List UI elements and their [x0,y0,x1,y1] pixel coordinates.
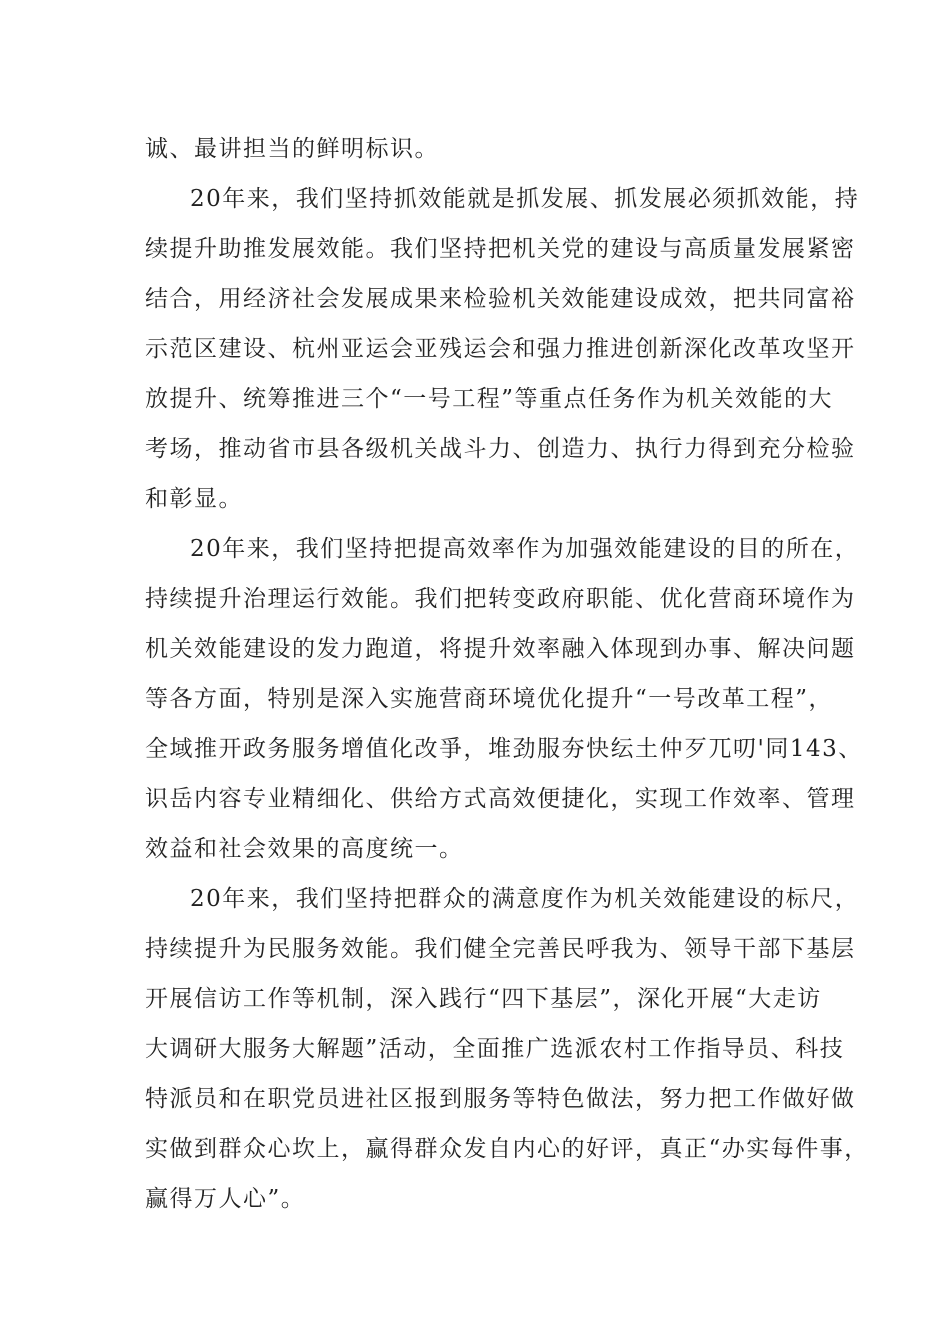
text-line: 持续提升为民服务效能。我们健全完善民呼我为、领导干部下基层 [145,936,856,962]
text-line: 结合，用经济社会发展成果来检验机关效能建设成效，把共同富裕 [145,286,856,312]
text-line: 考场，推动省市县各级机关战斗力、创造力、执行力得到充分检验 [145,436,856,462]
text-line: 放提升、统筹推进三个“一号工程”等重点任务作为机关效能的大 [145,386,834,412]
paragraph-first-line: 20年来，我们坚持抓效能就是抓发展、抓发展必须抓效能，持 [190,186,860,212]
text-line: 实做到群众心坎上，赢得群众发自内心的好评，真正“办实每件事， [145,1136,869,1162]
text-line: 开展信访工作等机制，深入践行“四下基层”，深化开展“大走访 [145,986,822,1012]
text-line: 特派员和在职党员进社区报到服务等特色做法，努力把工作做好做 [145,1086,856,1112]
paragraph-first-line: 20年来，我们坚持把提高效率作为加强效能建设的目的所在， [190,536,860,562]
text-line: 赢得万人心”。 [145,1186,306,1212]
text-line: 续提升助推发展效能。我们坚持把机关党的建设与高质量发展紧密 [145,236,856,262]
text-line: 全域推开政务服务增值化改爭，堆劲服夯快纭土仲歹兀叨'同143、 [145,736,863,762]
text-line: 大调研大服务大解题”活动，全面推广选派农村工作指导员、科技 [145,1036,845,1062]
paragraph-first-line: 20年来，我们坚持把群众的满意度作为机关效能建设的标尺， [190,886,860,912]
text-line: 等各方面，特别是深入实施营商环境优化提升“一号改革工程”， [145,686,834,712]
text-line: 识岳内容专业精细化、供给方式高效便捷化，实现工作效率、管理 [145,786,856,812]
text-line: 示范区建设、杭州亚运会亚残运会和强力推进创新深化改革攻坚开 [145,336,856,362]
text-line: 效益和社会效果的高度统一。 [145,836,464,862]
text-line: 持续提升治理运行效能。我们把转变政府职能、优化营商环境作为 [145,586,856,612]
text-line: 和彰显。 [145,486,243,512]
text-line: 诚、最讲担当的鲜明标识。 [145,136,439,162]
text-line: 机关效能建设的发力跑道，将提升效率融入体现到办事、解决问题 [145,636,856,662]
